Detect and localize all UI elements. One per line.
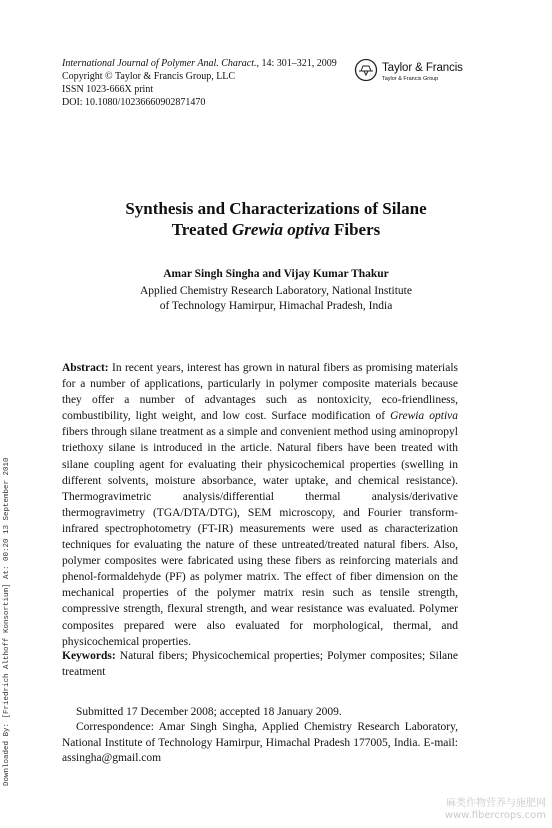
- abstract: [62, 360, 458, 650]
- title-text: Treated: [171, 220, 232, 239]
- journal-citation: [62, 57, 337, 70]
- affiliation: [62, 284, 490, 313]
- keywords-text: Natural fibers; Physicochemical properties; Polymer composites; Silane treatment: [62, 650, 458, 678]
- title-species: Grewia optiva: [232, 220, 330, 239]
- download-stamp: Downloaded By: [Friedrich Althoff Konsortium] At: 00:20 13 September 2010: [3, 457, 11, 786]
- authors: Amar Singh Singha and Vijay Kumar Thakur: [163, 268, 389, 280]
- journal-volume-pages: , 14: 301–321, 2009: [256, 58, 337, 69]
- copyright-line: Copyright © Taylor & Francis Group, LLC: [62, 71, 236, 82]
- publisher-group: Taylor & Francis Group: [382, 76, 439, 82]
- publisher-emblem-icon: [354, 58, 378, 82]
- affiliation-line-2: of Technology Hamirpur, Himachal Pradesh, India: [159, 299, 393, 312]
- doi-line: DOI: 10.1080/10236660902871470: [62, 97, 206, 108]
- publisher-logo: [354, 58, 474, 88]
- abstract-species: Grewia optiva: [390, 410, 458, 423]
- publisher-name: Taylor & Francis: [382, 62, 463, 74]
- watermark-line-1: 麻类作物营养与施肥网: [446, 798, 546, 809]
- affiliation-line-1: Applied Chemistry Research Laboratory, National Institute: [140, 285, 412, 297]
- issn-line: ISSN 1023-666X print: [62, 84, 154, 95]
- abstract-label: Abstract:: [62, 362, 109, 374]
- correspondence: Correspondence: Amar Singh Singha, Applied Chemistry Research Laboratory, National Institute of Technology Hamirpur, Himachal Pradesh 177005, India. E-mail: assingha@gmail.com: [62, 721, 458, 764]
- journal-header: [62, 57, 337, 109]
- journal-name: International Journal of Polymer Anal. Charact.: [62, 58, 257, 69]
- site-watermark: [445, 798, 546, 822]
- submission-dates: Submitted 17 December 2008; accepted 18 January 2009.: [76, 706, 342, 718]
- watermark-line-2: www.fibercrops.com: [444, 810, 546, 821]
- keywords: [62, 648, 458, 680]
- keywords-label: Keywords:: [62, 650, 116, 662]
- abstract-text-continued: fibers through silane treatment as a simple and convenient method using aminopropyl triethoxy silane is introduced in the article. Natural fibers have been treated with silane coupling agent for evaluating their physicochemical properties (swelling in different solvents, moisture absorbance, water uptake, and chemical resistance). Thermogravimetric analysis/differential thermal analysis/derivative thermogravimetry (TGA/DTA/DTG), SEM microscopy, and Fourier transform-infrared spectrophotometry (FT-IR) measurements were used as characterization techniques for evaluating the nature of these untreated/treated natural fibers. Also, polymer composites were fabricated using these fibers as reinforcing materials and phenol-formaldehyde (PF) as polymer matrix. The effect of fiber dimension on the mechanical properties of the polymer matrix resin such as tensile strength, compressive strength, flexural strength, and wear resistance was evaluated. Polymer composites prepared were also evaluated for morphological, thermal, and physicochemical properties.: [62, 426, 458, 648]
- title-line-2: [62, 219, 490, 240]
- abstract-text: In recent years, interest has grown in natural fibers as promising materials for a number of applications, particularly in polymer composite materials because they offer a number of advantages such as nontoxicity, eco-friendliness, combustibility, light weight, and low cost. Surface modification of: [62, 362, 458, 423]
- article-title: [62, 198, 490, 240]
- title-text-end: Fibers: [329, 220, 381, 239]
- title-line-1: Synthesis and Characterizations of Silane: [125, 199, 427, 218]
